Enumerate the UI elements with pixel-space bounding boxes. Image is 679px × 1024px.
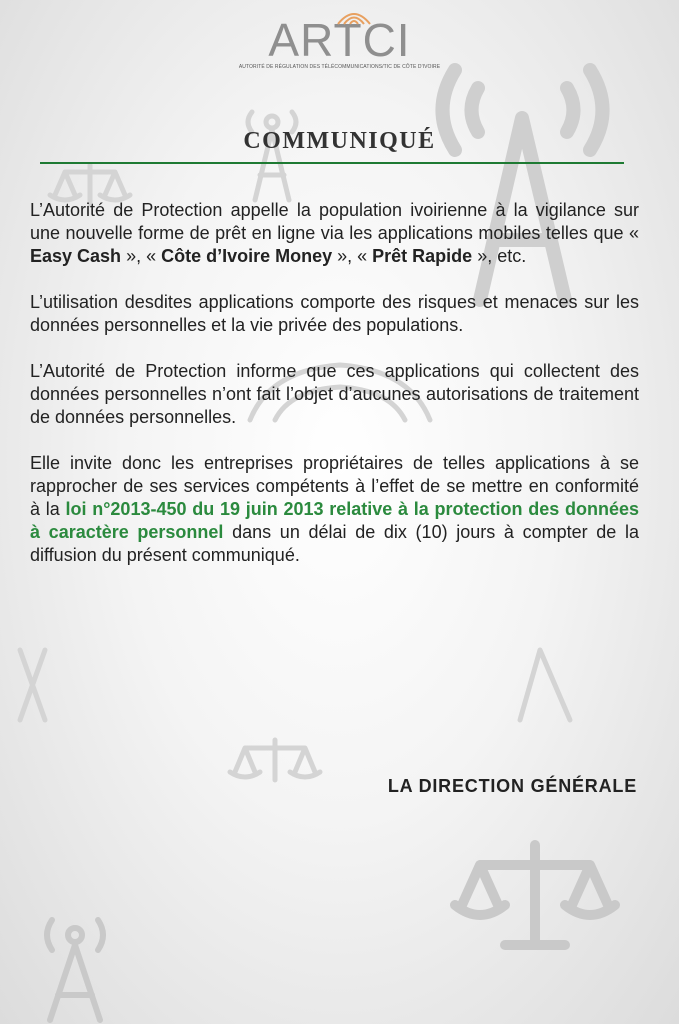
paragraph-4 [30, 452, 639, 567]
text-run: L’Autorité de Protection appelle la population ivoirienne à la vigilance sur une nouvelle forme de prêt en ligne via les applications mobiles telles que « [30, 200, 639, 243]
communique-body [30, 199, 639, 590]
paragraph-3: L’Autorité de Protection informe que ces applications qui collectent des données personnelles n’ont fait l’objet d’aucunes autorisations de traitement de données personnelles. [30, 361, 639, 427]
logo-tagline: AUTORITÉ DE RÉGULATION DES TÉLÉCOMMUNICATIONS/TIC DE CÔTE D'IVOIRE [238, 64, 441, 70]
app-name-pret-rapide: Prêt Rapide [372, 246, 473, 266]
app-name-cote-divoire-money: Côte d’Ivoire Money [161, 246, 333, 266]
signature: LA DIRECTION GÉNÉRALE [387, 776, 637, 796]
antenna-icon [248, 112, 296, 200]
artci-logo [0, 12, 679, 70]
text-run: », « [332, 246, 373, 266]
signal-arcs-icon [334, 4, 374, 26]
antenna-icon [47, 920, 103, 1020]
scales-icon [230, 740, 320, 780]
text-run: », « [121, 246, 162, 266]
page-title: COMMUNIQUÉ [243, 128, 436, 154]
app-name-easy-cash: Easy Cash [30, 246, 122, 266]
paragraph-2: L’utilisation desdites applications comporte des risques et menaces sur les données personnelles et la vie privée des populations. [30, 292, 639, 335]
paragraph-1 [30, 199, 639, 268]
text-run: Elle invite donc les entreprises propriétaires de telles applications à se rapprocher de ses services compétents à l’effet de se mettre en conformité à la [30, 453, 639, 519]
antenna-icon [20, 650, 570, 720]
text-run: », etc. [472, 246, 527, 266]
text-run: dans un délai de dix (10) jours à compter de la diffusion du présent communiqué. [30, 522, 639, 565]
title-divider [40, 162, 624, 164]
scales-icon [455, 845, 615, 945]
logo-text: ARTCI [268, 14, 411, 66]
law-reference: loi n°2013-450 du 19 juin 2013 relative à la protection des données à caractère personnel [30, 499, 639, 542]
